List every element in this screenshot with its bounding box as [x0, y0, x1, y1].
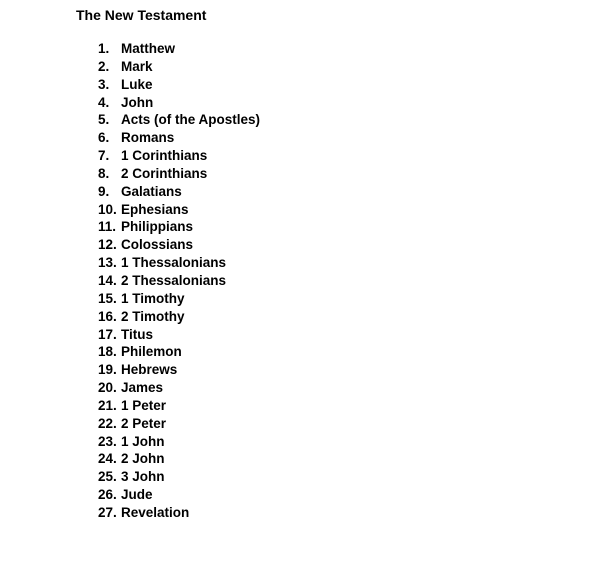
list-item	[98, 201, 260, 219]
list-item	[98, 379, 260, 397]
list-item-number: 24.	[98, 451, 117, 467]
list-item-number: 5.	[98, 112, 110, 128]
list-item-name: 2 Thessalonians	[121, 272, 227, 288]
list-item	[98, 129, 260, 147]
list-item-number: 1.	[98, 41, 110, 56]
list-item-number: 12.	[98, 237, 117, 253]
list-item-name: 1 Peter	[121, 397, 167, 413]
list-item-number: 17.	[98, 326, 117, 342]
list-item-number: 14.	[98, 272, 117, 288]
list-item-name: 2 Timothy	[121, 308, 185, 324]
list-item-number: 4.	[98, 94, 110, 110]
list-item	[98, 343, 260, 361]
list-item	[98, 468, 260, 486]
list-item-number: 2.	[98, 58, 110, 74]
list-item-name: 1 Thessalonians	[121, 255, 227, 271]
list-item-name: Mark	[121, 58, 153, 74]
list-item	[98, 308, 260, 326]
list-item-name: Revelation	[121, 504, 190, 520]
list-item-number: 11.	[98, 219, 117, 235]
list-item-name: John	[121, 94, 154, 110]
list-item-number: 20.	[98, 380, 117, 396]
list-item	[98, 486, 260, 504]
list-item	[98, 326, 260, 344]
list-item-number: 18.	[98, 344, 117, 360]
list-item-name: Philippians	[121, 219, 194, 235]
list-item-name: 2 Corinthians	[121, 165, 208, 181]
list-item	[98, 504, 260, 522]
list-item	[98, 94, 260, 112]
book-list	[98, 40, 260, 522]
list-item-name: Ephesians	[121, 201, 189, 217]
list-item	[98, 76, 260, 94]
list-item-number: 21.	[98, 397, 117, 413]
list-item-name: Philemon	[121, 344, 182, 360]
list-item-name: Romans	[121, 130, 175, 146]
list-item	[98, 111, 260, 129]
list-item	[98, 236, 260, 254]
list-item-number: 27.	[98, 504, 117, 520]
list-item-name: James	[121, 380, 164, 396]
list-item-number: 22.	[98, 415, 117, 431]
list-item-number: 19.	[98, 362, 117, 378]
list-item-number: 23.	[98, 433, 117, 449]
list-item-number: 16.	[98, 308, 117, 324]
list-item	[98, 58, 260, 76]
list-item	[98, 415, 260, 433]
list-item-number: 9.	[98, 183, 110, 199]
list-item-number: 10.	[98, 201, 117, 217]
list-item-number: 26.	[98, 487, 117, 503]
list-item-name: 3 John	[121, 469, 165, 485]
list-item-name: Luke	[121, 76, 153, 92]
document-title: The New Testament	[76, 7, 207, 23]
list-item	[98, 165, 260, 183]
list-item-number: 13.	[98, 255, 117, 271]
list-item	[98, 254, 260, 272]
list-item-number: 6.	[98, 130, 110, 146]
list-item-number: 8.	[98, 165, 110, 181]
list-item-number: 25.	[98, 469, 117, 485]
list-item	[98, 40, 260, 58]
list-item	[98, 147, 260, 165]
list-item-number: 3.	[98, 76, 110, 92]
list-item	[98, 272, 260, 290]
list-item-name: Matthew	[121, 41, 175, 56]
list-item	[98, 397, 260, 415]
list-item-name: 1 Corinthians	[121, 148, 208, 164]
list-item-number: 15.	[98, 290, 117, 306]
list-item-name: Galatians	[121, 183, 182, 199]
list-item-name: Titus	[121, 326, 154, 342]
list-item	[98, 433, 260, 451]
list-item-name: Acts (of the Apostles)	[121, 112, 261, 128]
list-item-name: 2 Peter	[121, 415, 167, 431]
list-item-name: 2 John	[121, 451, 165, 467]
list-item	[98, 290, 260, 308]
list-item-name: Hebrews	[121, 362, 178, 378]
list-item	[98, 183, 260, 201]
list-item-name: Jude	[121, 487, 153, 503]
list-item	[98, 450, 260, 468]
list-item-name: Colossians	[121, 237, 194, 253]
list-item	[98, 361, 260, 379]
list-item-name: 1 Timothy	[121, 290, 185, 306]
list-item-number: 7.	[98, 148, 110, 164]
list-item-name: 1 John	[121, 433, 165, 449]
list-item	[98, 218, 260, 236]
